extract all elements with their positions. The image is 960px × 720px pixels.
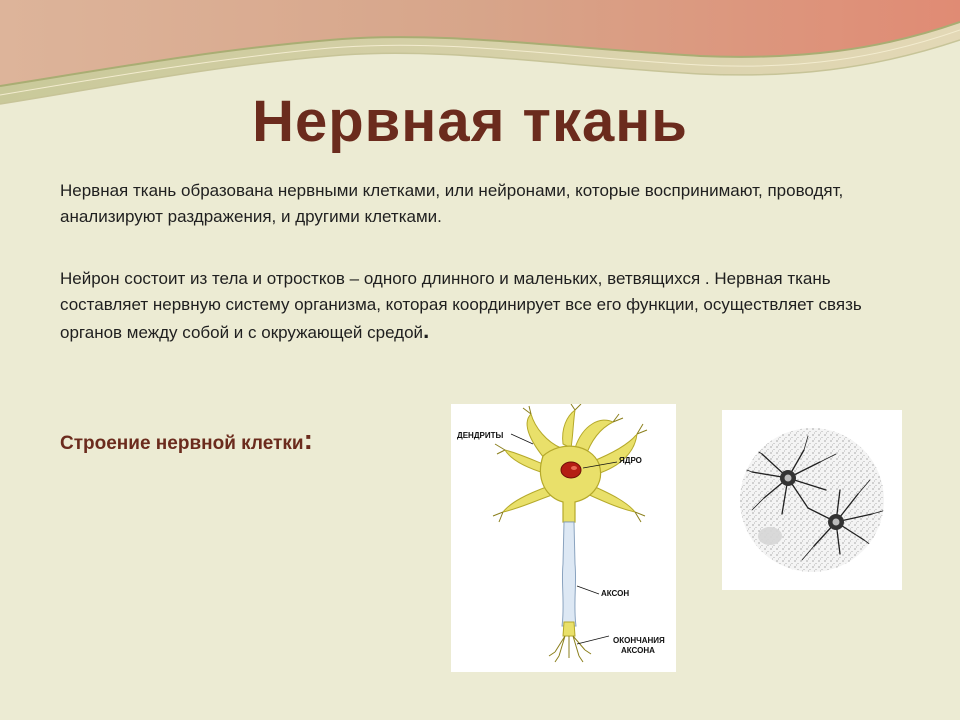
subheading-text: Строение нервной клетки — [60, 433, 304, 454]
neuron-diagram — [451, 404, 676, 672]
page-title: Нервная ткань — [252, 89, 688, 154]
subheading-colon: : — [303, 424, 313, 455]
label-axon: АКСОН — [601, 589, 630, 598]
label-axon-endings-line1: ОКОНЧАНИЯ — [613, 636, 665, 645]
paragraph-period: . — [423, 318, 430, 343]
label-nucleus: ЯДРО — [619, 456, 642, 465]
neuron-description-text: Нейрон состоит из тела и отростков – одного длинного и маленьких, ветвящихся . Нервная ткань составляет нервную систему организма, которая координирует все его функции, осуществляет связь органов между собой и с окружающей средой — [60, 269, 862, 342]
neuron-illustration — [451, 404, 676, 672]
neuron-description-paragraph — [60, 266, 910, 346]
microscope-image — [722, 410, 902, 590]
section-subheading — [60, 424, 313, 456]
label-axon-endings-line2: АКСОНА — [621, 646, 655, 655]
nerve-tissue-micrograph — [722, 410, 902, 590]
intro-paragraph: Нервная ткань образована нервными клетками, или нейронами, которые воспринимают, проводят, анализируют раздражения, и другими клетками. — [60, 181, 844, 226]
label-dendrites: ДЕНДРИТЫ — [457, 431, 504, 440]
